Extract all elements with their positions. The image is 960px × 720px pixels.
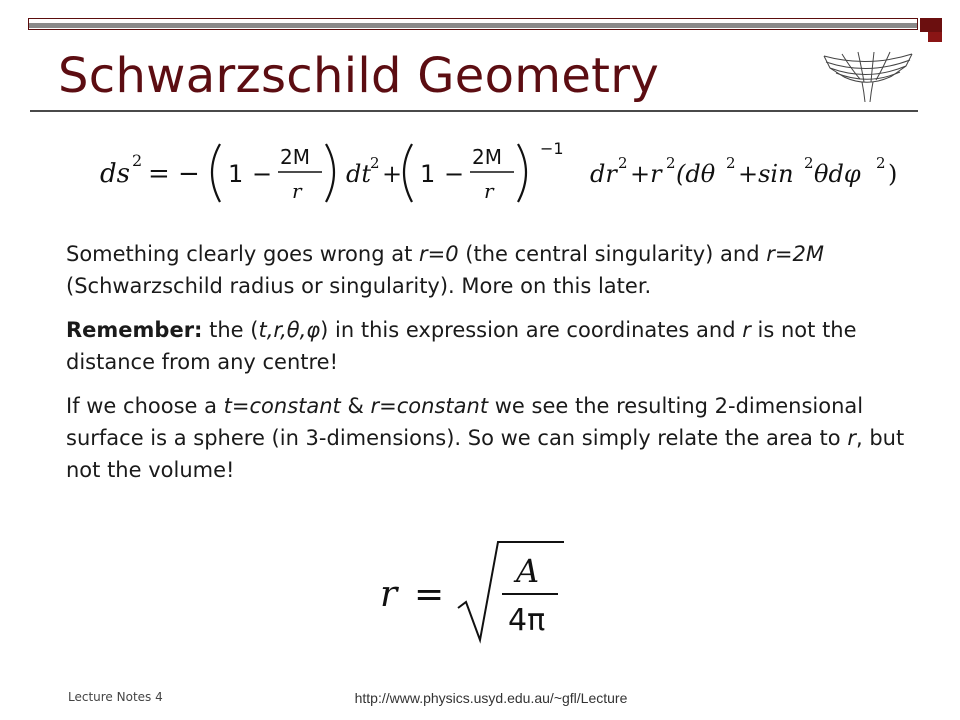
eq-ds-sup: 2: [132, 151, 143, 170]
corner-square-b: [928, 32, 942, 42]
eq-dt-sup: 2: [370, 154, 380, 172]
eq-r-den-2: r: [484, 179, 494, 203]
eq-minus-2: −: [444, 160, 465, 188]
eq-ds: ds: [100, 159, 130, 189]
eq-plus-1: +: [382, 160, 403, 188]
eq-2m-1: 2M: [280, 145, 310, 169]
remember-label: Remember:: [66, 318, 203, 342]
eq-dtheta-sup: 2: [726, 154, 736, 172]
radius-area-formula: [376, 536, 566, 646]
formula-r: r: [380, 574, 398, 615]
schwarzschild-metric-equation: [100, 132, 900, 212]
eq-lparen-2: [404, 144, 412, 202]
eq-dt: dt: [346, 160, 372, 188]
eq-dr-sup: 2: [618, 154, 628, 172]
spacetime-funnel-icon: [822, 46, 914, 104]
formula-equals: =: [414, 574, 445, 615]
eq-equals-minus: = −: [148, 159, 200, 189]
eq-sin-sup: 2: [804, 154, 814, 172]
eq-minus-1: −: [252, 160, 273, 188]
top-decorative-bar: [28, 18, 918, 30]
footer-url: http://www.physics.usyd.edu.au/~gfl/Lecture: [354, 690, 628, 706]
eq-r-sup: 2: [666, 154, 676, 172]
top-bar-fill: [29, 23, 917, 28]
r-zero: r=0: [419, 242, 459, 266]
eq-one-1: 1: [228, 160, 244, 188]
eq-inverse-exp: −1: [540, 139, 564, 158]
eq-close-paren: ): [888, 160, 898, 188]
eq-plus-sin: +sin: [738, 160, 794, 188]
corner-square-a: [920, 18, 942, 32]
paragraph-sphere: If we choose a t=constant & r=constant we see the resulting 2-dimensional surface is a sphere (in 3-dimensions). So we can simply relate the area to r, but not the volume!: [66, 394, 905, 482]
eq-one-2: 1: [420, 160, 436, 188]
eq-dr: dr: [590, 160, 617, 188]
slide-title: Schwarzschild Geometry: [58, 48, 660, 104]
formula-numerator: A: [516, 552, 540, 590]
eq-plus-r: +r: [630, 160, 662, 188]
eq-r-den-1: r: [292, 179, 302, 203]
paragraph-remember: Remember: the (t,r,θ,φ) in this expression are coordinates and r is not the distance from any centre!: [66, 318, 857, 374]
eq-rparen-1: [326, 144, 334, 202]
title-underline: [30, 110, 918, 112]
r-two-m: r=2M: [766, 242, 824, 266]
eq-rparen-2: [518, 144, 526, 202]
eq-lparen-1: [212, 144, 220, 202]
slide-body: [66, 238, 906, 498]
formula-denominator: 4π: [508, 603, 546, 638]
footer-lecture-label: Lecture Notes 4: [68, 690, 163, 704]
eq-2m-2: 2M: [472, 145, 502, 169]
paragraph-singularities: Something clearly goes wrong at r=0 (the central singularity) and r=2M (Schwarzschild radius or singularity). More on this later.: [66, 242, 824, 298]
eq-dphi-sup: 2: [876, 154, 886, 172]
eq-dtheta: (dθ: [676, 160, 716, 188]
eq-theta-dphi: θdφ: [814, 160, 861, 188]
